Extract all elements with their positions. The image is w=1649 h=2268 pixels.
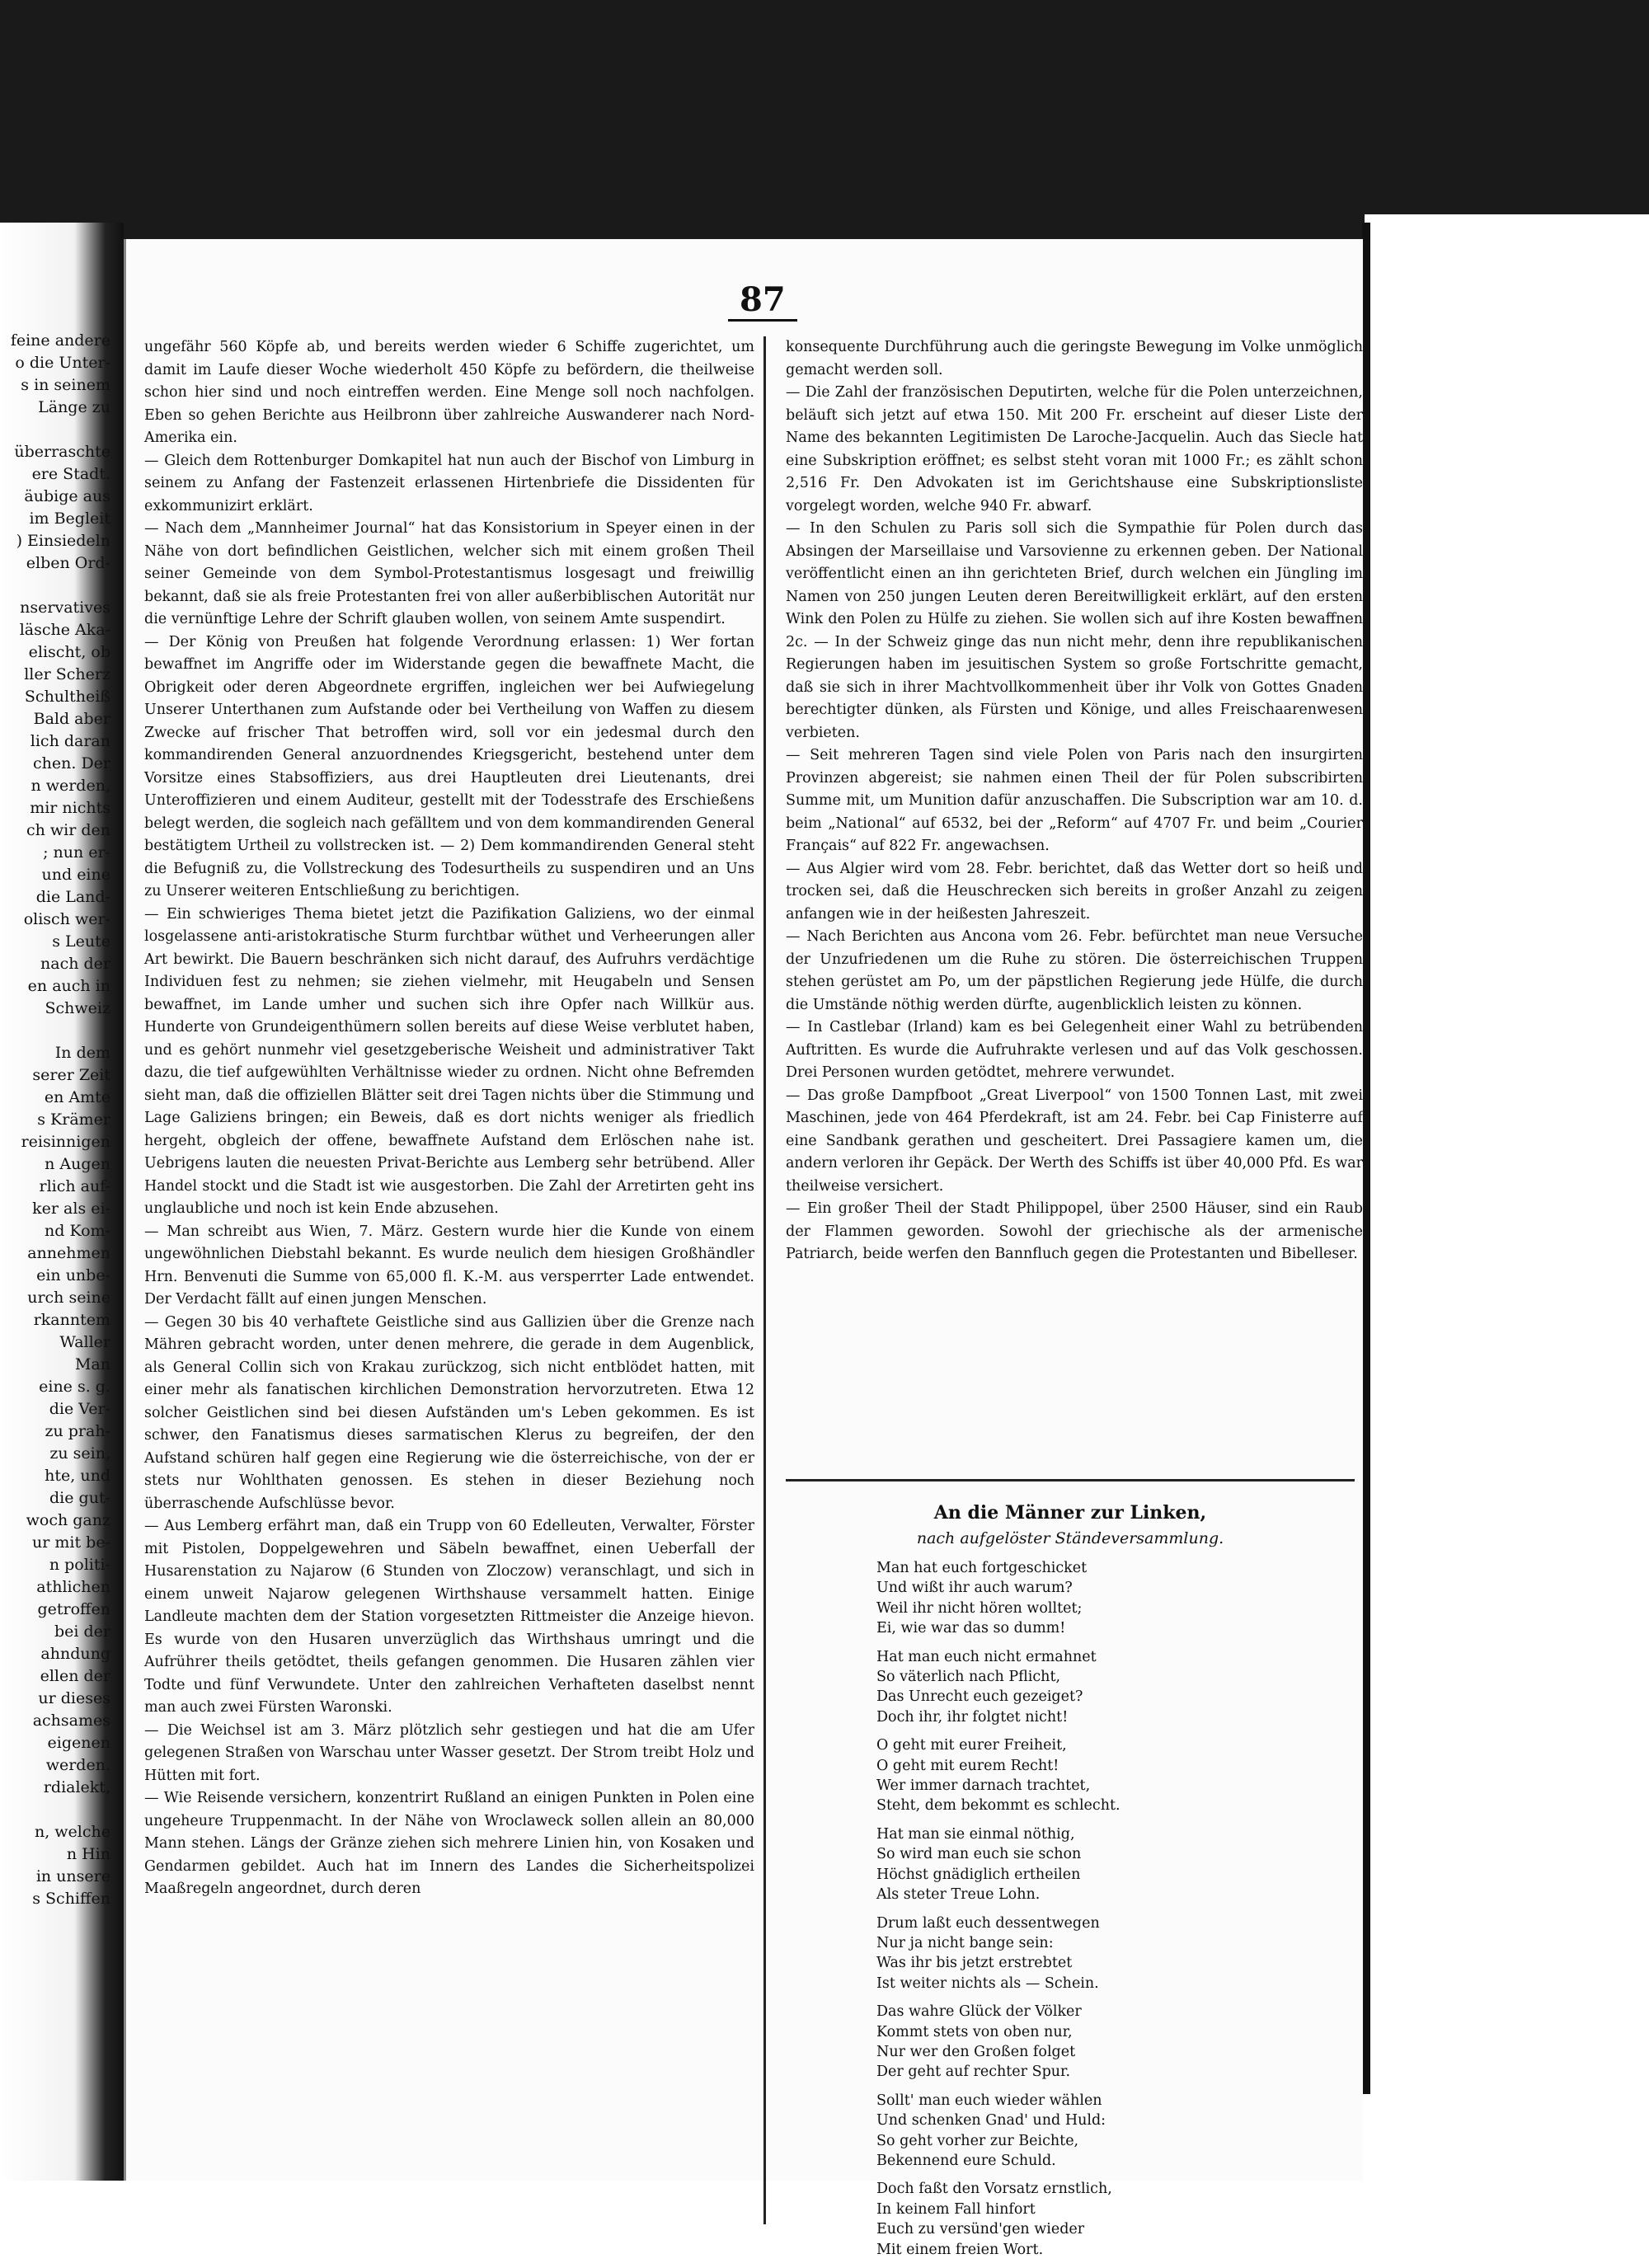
article-paragraph: — Nach Berichten aus Ancona vom 26. Febr. befürchtet man neue Versuche der Unzufriedenen um die Ruhe zu stören. Die österreichischen Truppen stehen gerüstet am Po, um der päpstlichen Regierung jede Hülfe, die durch die Umstände nöthig werden dürfte, augenblicklich leisten zu können. <box>786 928 1363 1013</box>
article-paragraph: — In Castlebar (Irland) kam es bei Gelegenheit einer Wahl zu betrübenden Auftritten. Es wurde die Aufruhrakte verlesen und auf das Volk geschossen. Drei Personen wurden getödtet, mehrere verwundet. <box>786 1019 1363 1081</box>
margin-fragment: getroffen <box>37 1600 110 1618</box>
margin-fragment: und eine <box>41 866 110 884</box>
article-paragraph: ungefähr 560 Köpfe ab, und bereits werden wieder 6 Schiffe zugerichtet, um damit im Laufe dieser Woche wiederholt 450 Köpfe zu befördern, die theilweise schon hier sind und noch eintreffen werden. Eine Menge soll noch nachfolgen. Eben so gehen Berichte aus Heilbronn über zahlreiche Auswanderer nach Nord-Amerika ein. <box>144 339 754 446</box>
margin-fragment: nach der <box>40 955 110 973</box>
margin-fragment: eigenen <box>47 1734 110 1752</box>
margin-fragment: chen. Der <box>33 754 110 772</box>
page-edge-frame <box>1362 223 1370 2094</box>
margin-fragment: Länge zu <box>38 398 110 416</box>
poem-body <box>876 1558 1120 2268</box>
margin-fragment: In dem <box>54 1044 110 1062</box>
margin-fragment: ur mit be- <box>32 1533 110 1552</box>
margin-fragment: n Augen <box>45 1155 110 1173</box>
margin-fragment: die Ver- <box>49 1400 110 1418</box>
margin-fragment: die Land- <box>35 888 110 906</box>
margin-fragment: achsames <box>32 1712 110 1730</box>
poem-line: O geht mit eurem Recht! <box>876 1757 1059 1774</box>
poem-line: Nur wer den Großen folget <box>876 2043 1076 2060</box>
poem-line: Und schenken Gnad' und Huld: <box>876 2112 1106 2129</box>
margin-fragment: im Begleit <box>29 509 110 528</box>
margin-fragment: lich daran <box>30 732 110 750</box>
left-column <box>144 336 754 1901</box>
poem-line: Euch zu versünd'gen wieder <box>876 2221 1085 2238</box>
poem-stanza <box>876 2002 1120 2083</box>
article-paragraph: — Die Weichsel ist am 3. März plötzlich sehr gestiegen und hat die am Ufer gelegenen Straßen von Warschau unter Wasser gesetzt. Der Strom treibt Holz und Hütten mit fort. <box>144 1721 754 1784</box>
margin-fragment: rdialekt, <box>43 1778 110 1796</box>
article-paragraph: — Aus Algier wird vom 28. Febr. berichtet, daß das Wetter dort so heiß und trocken sei, daß die Heuschrecken sich bereits in großer Anzahl zu zeigen anfangen wie in der heißesten Jahreszeit. <box>786 860 1363 923</box>
poem-line: Als steter Treue Lohn. <box>876 1886 1041 1904</box>
right-column <box>786 336 1363 1266</box>
poem-line: Mit einem freien Wort. <box>876 2241 1044 2258</box>
page-number: 87 <box>728 280 797 322</box>
poem-line: Der geht auf rechter Spur. <box>876 2064 1071 2081</box>
poem-stanza <box>876 2179 1120 2260</box>
previous-page-fragments <box>0 330 115 1910</box>
margin-fragment: äubige aus <box>24 487 110 505</box>
poem-line: Sollt' man euch wieder wählen <box>876 2092 1102 2109</box>
poem-line: Das Unrecht euch gezeiget? <box>876 1688 1083 1706</box>
article-paragraph: — Gleich dem Rottenburger Domkapitel hat nun auch der Bischof von Limburg in seinem zu Anfang der Fastenzeit erlassenen Hirtenbriefe die Dissidenten für exkommunizirt erklärt. <box>144 452 754 514</box>
margin-fragment: ein unbe- <box>36 1266 110 1284</box>
poem-line: Steht, dem bekommt es schlecht. <box>876 1797 1120 1815</box>
margin-fragment: Bald aber <box>33 710 110 728</box>
margin-fragment: die gut- <box>49 1489 110 1507</box>
poem-line: O geht mit eurer Freiheit, <box>876 1737 1067 1754</box>
article-paragraph: — Aus Lemberg erfährt man, daß ein Trupp von 60 Edelleuten, Verwalter, Förster mit Pistolen, Doppelgewehren und Säbeln bewaffnet, einen Ueberfall der Husarenstation zu Najarow (6 Stunden von Zloczow) veranschlagt, und sich in einem unweit Najarow gelegenen Wirthshause versammelt hatten. Einige Landleute machten dem der Station vorgesetzten Rittmeister die Anzeige hievon. Es wurde von den Husaren unverzüglich das Wirthshaus umringt und die Aufrührer theils getödtet, theils gefangen genommen. Die Husaren zählen vier Todte und fünf Verwundete. Unter den zahlreichen Verhafteten daselbst nennt man auch zwei Fürsten Waronski. <box>144 1518 754 1716</box>
margin-fragment: n politi- <box>49 1556 110 1574</box>
poem-line: Weil ihr nicht hören wolltet; <box>876 1599 1083 1617</box>
poem-line: Hat man euch nicht ermahnet <box>876 1648 1097 1665</box>
margin-fragment: athlichen <box>36 1578 110 1596</box>
poem-stanza <box>876 1913 1120 1994</box>
margin-fragment: in unsere <box>35 1867 110 1885</box>
margin-fragment: olisch wer- <box>23 910 110 928</box>
article-paragraph: — Die Zahl der französischen Deputirten, welche für die Polen unterzeichnen, beläuft sich jetzt auf etwa 150. Mit 200 Fr. erscheint auf dieser Liste der Name des bekannten Legitimisten De Laroche-Jacquelin. Auch das Siecle hat eine Subskription eröffnet; es selbst steht voran mit 1000 Fr.; es zählt schon 2,516 Fr. Den Advokaten ist im Gerichtshause eine Subskriptionsliste vorgelegt worden, welche 940 Fr. abwarf. <box>786 384 1363 514</box>
article-paragraph: — Nach dem „Mannheimer Journal“ hat das Konsistorium in Speyer einen in der Nähe von dort befindlichen Geistlichen, welcher sich mit einem großen Theil seiner Gemeinde von dem Symbol-Protestantismus losgesagt und freiwillig bekannt, daß sie als freie Protestanten frei von aller außerbiblischen Autorität nur die vernünftige Lehre der Schrift glauben wollen, von seinem Amte suspendirt. <box>144 520 754 627</box>
article-paragraph: — Das große Dampfboot „Great Liverpool“ von 1500 Tonnen Last, mit zwei Maschinen, jede von 464 Pferdekraft, ist am 24. Febr. bei Cap Finisterre auf eine Sandbank gerathen und gescheitert. Drei Passagiere kamen um, die andern verloren ihr Gepäck. Der Werth des Schiffs ist über 40,000 Pfd. Es war theilweise versichert. <box>786 1087 1363 1195</box>
poem-stanza <box>876 1824 1120 1905</box>
margin-fragment: ellen der <box>40 1667 110 1685</box>
margin-fragment: s Leute <box>52 932 110 951</box>
article-paragraph: — Wie Reisende versichern, konzentrirt Rußland an einigen Punkten in Polen eine ungeheure Truppenmacht. In der Nähe von Wroclaweck sollen allein an 80,000 Mann stehen. Längs der Gränze ziehen sich mehrere Linien hin, von Kosaken und Gendarmen gebildet. Auch hat im Innern des Landes die Sicherheitspolizei Maaßregeln angeordnet, durch deren <box>144 1790 754 1897</box>
poem-line: Doch faßt den Vorsatz ernstlich, <box>876 2181 1112 2198</box>
margin-fragment: zu sein, <box>49 1444 110 1463</box>
margin-fragment: n werden, <box>31 777 110 795</box>
margin-fragment: rkanntem <box>33 1311 110 1329</box>
poem-line: Kommt stets von oben nur, <box>876 2023 1073 2040</box>
scan-dark-band-top <box>0 0 1649 239</box>
margin-fragment <box>0 419 115 441</box>
article-paragraph: — Gegen 30 bis 40 verhaftete Geistliche sind aus Gallizien über die Grenze nach Mähren gebracht worden, unter denen mehrere, die gerade in dem Augenblick, als General Collin sich von Krakau zurückzog, sich nicht entblödet hatten, mit einer mehr als fanatischen kirchlichen Demonstration hervorzutreten. Etwa 12 solcher Geistlichen sind bei diesen Aufständen um's Leben gekommen. Es ist schwer, den Fanatismus dieses sarmatischen Klerus zu begreifen, der den Aufstand schüren half gegen eine Regierung wie die österreichische, von der er stets nur Wohlthaten genossen. Es stehen in dieser Beziehung noch überraschende Aufschlüsse bevor. <box>144 1313 754 1512</box>
margin-fragment: Schultheiß <box>24 688 110 706</box>
poem-line: Und wißt ihr auch warum? <box>876 1580 1073 1597</box>
poem-stanza <box>876 1558 1120 1639</box>
poem-line: Ist weiter nichts als — Schein. <box>876 1975 1099 1992</box>
margin-fragment: ere Stadt. <box>31 465 110 483</box>
margin-fragment: ) Einsiedeln <box>16 532 110 550</box>
article-paragraph: — Ein großer Theil der Stadt Philippopel, über 2500 Häuser, sind ein Raub der Flammen geworden. Sowohl der griechische als der armenische Patriarch, beide werfen den Bannfluch gegen die Protestanten und Bibelleser. <box>786 1200 1363 1262</box>
poem-line: Drum laßt euch dessentwegen <box>876 1914 1100 1932</box>
poem-line: Wer immer darnach trachtet, <box>876 1777 1091 1795</box>
margin-fragment: hte, und <box>45 1467 110 1485</box>
margin-fragment: ller Scherz <box>24 665 110 683</box>
margin-fragment: woch ganz <box>26 1511 110 1529</box>
margin-fragment: s Schiffen <box>32 1890 110 1908</box>
margin-fragment: läsche Aka- <box>19 621 110 639</box>
poem-title: An die Männer zur Linken, <box>933 1502 1207 1524</box>
margin-fragment: urch seine <box>27 1289 110 1307</box>
margin-fragment: eine s. g. <box>39 1378 110 1396</box>
margin-fragment: serer Zeit <box>32 1066 110 1084</box>
margin-fragment: elben Ord- <box>26 554 110 572</box>
article-paragraph: konsequente Durchführung auch die geringste Bewegung im Volke unmöglich gemacht werden soll. <box>786 339 1363 378</box>
margin-fragment: reisinnigen <box>21 1133 110 1151</box>
poem-line: So wird man euch sie schon <box>876 1846 1082 1863</box>
margin-fragment: überraschte <box>14 443 110 461</box>
margin-fragment: werden. <box>45 1756 110 1774</box>
margin-fragment <box>0 1020 115 1042</box>
margin-fragment: elischt, ob <box>28 643 110 661</box>
poem-line: Ei, wie war das so dumm! <box>876 1620 1066 1637</box>
margin-fragment: s in seinem <box>21 376 110 394</box>
poem-line: Man hat euch fortgeschicket <box>876 1560 1088 1576</box>
poem-line: Bekennend eure Schuld. <box>876 2152 1056 2169</box>
poem-separator-rule <box>786 1479 1355 1481</box>
poem-line: Was ihr bis jetzt erstrebtet <box>876 1955 1073 1972</box>
newspaper-page <box>124 239 1363 2258</box>
article-paragraph: — Seit mehreren Tagen sind viele Polen von Paris nach den insurgirten Provinzen abgereist; sie nahmen einen Theil der für Polen subscribirten Summe mit, um Munition dafür anzuschaffen. Die Subscription war am 10. d. beim „National“ auf 6532, bei der „Reform“ auf 4707 Fr. und beim „Courier Français“ auf 822 Fr. angewachsen. <box>786 747 1363 854</box>
article-paragraph: — In den Schulen zu Paris soll sich die Sympathie für Polen durch das Absingen der Marseillaise und Varsovienne zu erkennen geben. Der National veröffentlicht einen an ihn gerichteten Brief, durch welchen ein Jüngling im Namen von 250 jungen Leuten deren Bereitwilligkeit erklärt, auf den ersten Wink den Polen zu Hülfe zu ziehen. Sie wollen sich auf ihre Kosten bewaffnen 2c. — In der Schweiz ginge das nun nicht mehr, denn ihre republikanischen Regierungen haben im jesuitischen System so große Fortschritte gemacht, daß sie sich in ihrer Machtvollkommenheit über ihr Volk von Gottes Gnaden berechtigter dünken, als Fürsten und Könige, und alles Freischaarenwesen verbieten. <box>786 520 1363 741</box>
article-paragraph: — Man schreibt aus Wien, 7. März. Gestern wurde hier die Kunde von einem ungewöhnlichen Diebstahl bekannt. Es wurde neulich dem hiesigen Großhändler Hrn. Benvenuti die Summe von 65,000 fl. K.-M. aus versperrter Lade entwendet. Der Verdacht fällt auf einen jungen Menschen. <box>144 1223 754 1308</box>
margin-fragment: n Hin <box>66 1845 110 1863</box>
margin-fragment: rlich auf- <box>39 1177 110 1195</box>
margin-fragment: Schweiz <box>45 999 110 1017</box>
margin-fragment: annehmen <box>27 1244 110 1262</box>
poem-line: So geht vorher zur Beichte, <box>876 2132 1079 2149</box>
poem-line: Das wahre Glück der Völker <box>876 2003 1082 2021</box>
poem-subtitle: nach aufgelöster Ständeversammlung. <box>916 1529 1224 1547</box>
margin-fragment: n, welche <box>34 1823 110 1841</box>
margin-fragment: en Amte <box>44 1088 110 1106</box>
margin-fragment <box>0 1799 115 1821</box>
scan-right-margin <box>1365 214 1649 2181</box>
margin-fragment: zu prah- <box>45 1422 110 1440</box>
poem-line: Doch ihr, ihr folgtet nicht! <box>876 1708 1069 1726</box>
poem-line: Nur ja nicht bange sein: <box>876 1934 1054 1951</box>
margin-fragment: ch wir den <box>26 821 110 839</box>
margin-fragment: s Krämer <box>37 1111 110 1129</box>
column-divider <box>763 336 766 2224</box>
poem-stanza <box>876 2091 1120 2172</box>
margin-fragment: bei der <box>54 1622 110 1641</box>
poem-stanza <box>876 1647 1120 1728</box>
poem-line: In keinem Fall hinfort <box>876 2200 1036 2218</box>
margin-fragment: nd Kom- <box>45 1222 110 1240</box>
margin-fragment: Waller <box>59 1333 110 1351</box>
poem-line: Hat man sie einmal nöthig, <box>876 1825 1075 1843</box>
margin-fragment: ; nun er- <box>43 843 110 862</box>
margin-fragment: mir nichts <box>30 799 110 817</box>
margin-fragment: en auch in <box>27 977 110 995</box>
poem-line: So väterlich nach Pflicht, <box>876 1669 1061 1686</box>
article-paragraph: — Der König von Preußen hat folgende Verordnung erlassen: 1) Wer fortan bewaffnet im Angriffe oder im Widerstande gegen die bewaffnete Macht, die Obrigkeit oder deren Abgeordnete ergriffen, ingleichen wer bei Aufwiegelung Unserer Unterthanen zum Aufstande oder bei Vertheilung von Waffen zu diesem Zwecke auf frischer That betroffen wird, soll vor ein jedesmal durch den kommandirenden General anzuordnendes Kriegsgericht, bestehend unter dem Vorsitze eines Stabsoffiziers, aus drei Hauptleuten drei Lieutenants, drei Unteroffizieren und einem Auditeur, gestellt mit der Todesstrafe des Erschießens belegt werden, die sogleich nach gefälltem und von dem kommandirenden General bestätigtem Urtheil zu vollstrecken ist. — 2) Dem kommandirenden General steht die Befugniß zu, die Vollstreckung des Todesurtheils zu suspendiren und an Uns zu Unserer weiteren Entschließung zu berichtigen. <box>144 633 754 899</box>
margin-fragment: nservatives <box>20 599 110 617</box>
poem-line: Höchst gnädiglich ertheilen <box>876 1866 1081 1883</box>
margin-fragment: feine andere <box>10 331 110 350</box>
margin-fragment: ker als ei- <box>32 1200 110 1218</box>
margin-fragment: Man <box>74 1355 110 1373</box>
margin-fragment: ahndung <box>40 1645 110 1663</box>
margin-fragment: ur dieses <box>38 1689 110 1707</box>
margin-fragment: o die Unter- <box>15 354 110 372</box>
margin-fragment <box>0 575 115 597</box>
article-paragraph: — Ein schwieriges Thema bietet jetzt die Pazifikation Galiziens, wo der einmal losgelassene anti-aristokratische Sturm furchtbar wüthet und Verheerungen aller Art bewirkt. Die Bauern beschränken sich nicht darauf, des Aufruhrs verdächtige Individuen fest zu nehmen; sie ziehen vielmehr, mit Heugabeln und Sensen bewaffnet, im Lande umher und suchen sich ihre Opfer nach Willkür aus. Hunderte von Grundeigenthümern sollen bereits auf diese Weise verblutet haben, und es gehört nunmehr viel gesetzgeberische Weisheit und administrativer Takt dazu, die tief aufgewühlten Verhältnisse wieder zu ordnen. Nicht ohne Befremden sieht man, daß die offiziellen Blätter seit drei Tagen nichts über die Stimmung und Lage Galiziens bringen; ein Beweis, daß es dort nichts weniger als friedlich hergeht, obgleich der offene, bewaffnete Aufstand dem Erlöschen nahe ist. Uebrigens lauten die neuesten Privat-Berichte aus Lemberg sehr betrübend. Aller Handel stockt und die Stadt ist wie ausgestorben. Die Zahl der Arretirten geht ins unglaubliche und noch ist kein Ende abzusehen. <box>144 905 754 1217</box>
poem-stanza <box>876 1735 1120 1816</box>
